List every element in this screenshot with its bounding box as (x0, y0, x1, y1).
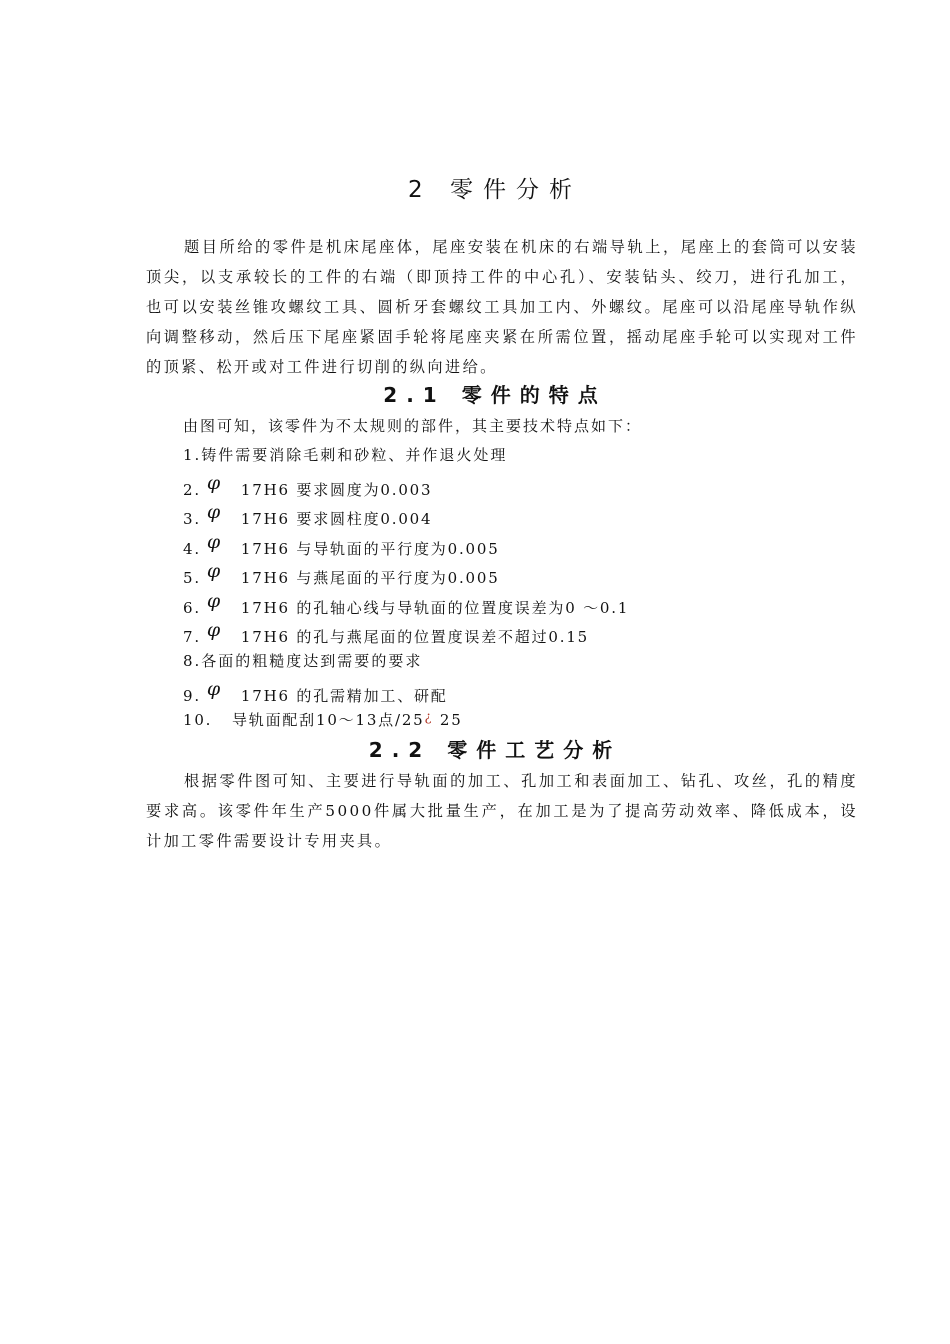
list-item-text: 17H6 的孔轴心线与导轨面的位置度误差为0 ～0.1 (240, 599, 630, 617)
section-2-title: 2.2 零件工艺分析 (368, 738, 622, 762)
intro-paragraph: 题目所给的零件是机床尾座体，尾座安装在机床的右端导轨上，尾座上的套筒可以安装顶尖，以支承较长的工件的右端（即顶持工件的中心孔）、安装钻头、绞刀，进行孔加工，也可以安装丝锥攻螺纹工具、圆析牙套螺纹工具加工内、外螺纹。尾座可以沿尾座导轨作纵向调整移动，然后压下尾座紧固手轮将尾座夹紧在所需位置，摇动尾座手轮可以实现对工件的顶紧、松开或对工件进行切削的纵向进给。 (146, 238, 858, 376)
list-item-9 (183, 678, 448, 707)
list-item-number: 10. (183, 711, 213, 729)
phi-symbol: φ (206, 472, 223, 494)
list-item-text: 17H6 的孔需精加工、研配 (240, 687, 448, 705)
list-item-tail: 25 (433, 711, 463, 729)
garbled-glyph: ¿ (424, 710, 434, 725)
section-1-lead: 由图可知，该零件为不太规则的部件，其主要技术特点如下： (183, 417, 643, 435)
phi-symbol: φ (206, 560, 223, 582)
chapter-title: 2 零件分析 (408, 177, 582, 203)
list-item-5 (183, 560, 500, 589)
list-item-8: 8.各面的粗糙度达到需要的要求 (183, 652, 423, 670)
phi-symbol: φ (206, 531, 223, 553)
list-item-number: 9. (183, 687, 201, 705)
list-item-text: 17H6 要求圆柱度0.004 (240, 510, 433, 528)
list-item-text: 17H6 与导轨面的平行度为0.005 (240, 540, 500, 558)
list-item-number: 3. (183, 510, 201, 528)
list-item-3 (183, 501, 433, 530)
phi-symbol: φ (206, 590, 223, 612)
list-item-number: 5. (183, 569, 201, 587)
list-item-text: 导轨面配刮10～13点/25 (231, 711, 425, 729)
list-item-number: 2. (183, 481, 201, 499)
phi-symbol: φ (206, 678, 223, 700)
list-item-10 (183, 709, 463, 733)
list-item-2 (183, 472, 433, 501)
list-item-4 (183, 531, 500, 560)
phi-symbol: φ (206, 501, 223, 523)
list-item-number: 4. (183, 540, 201, 558)
section-2-paragraph: 根据零件图可知、主要进行导轨面的加工、孔加工和表面加工、钻孔、攻丝，孔的精度要求高。该零件年生产5000件属大批量生产，在加工是为了提高劳动效率、降低成本，设计加工零件需要设计专用夹具。 (146, 772, 858, 850)
phi-symbol: φ (206, 619, 223, 641)
list-item-text: 17H6 要求圆度为0.003 (240, 481, 433, 499)
list-item-6 (183, 590, 630, 619)
list-item-text: 17H6 与燕尾面的平行度为0.005 (240, 569, 500, 587)
list-item-text: 17H6 的孔与燕尾面的位置度误差不超过0.15 (240, 628, 590, 646)
list-item-1: 1.铸件需要消除毛刺和砂粒、并作退火处理 (183, 446, 508, 464)
list-item-7 (183, 619, 590, 648)
list-item-number: 7. (183, 628, 201, 646)
list-item-number: 6. (183, 599, 201, 617)
section-1-title: 2.1 零件的特点 (383, 383, 607, 407)
